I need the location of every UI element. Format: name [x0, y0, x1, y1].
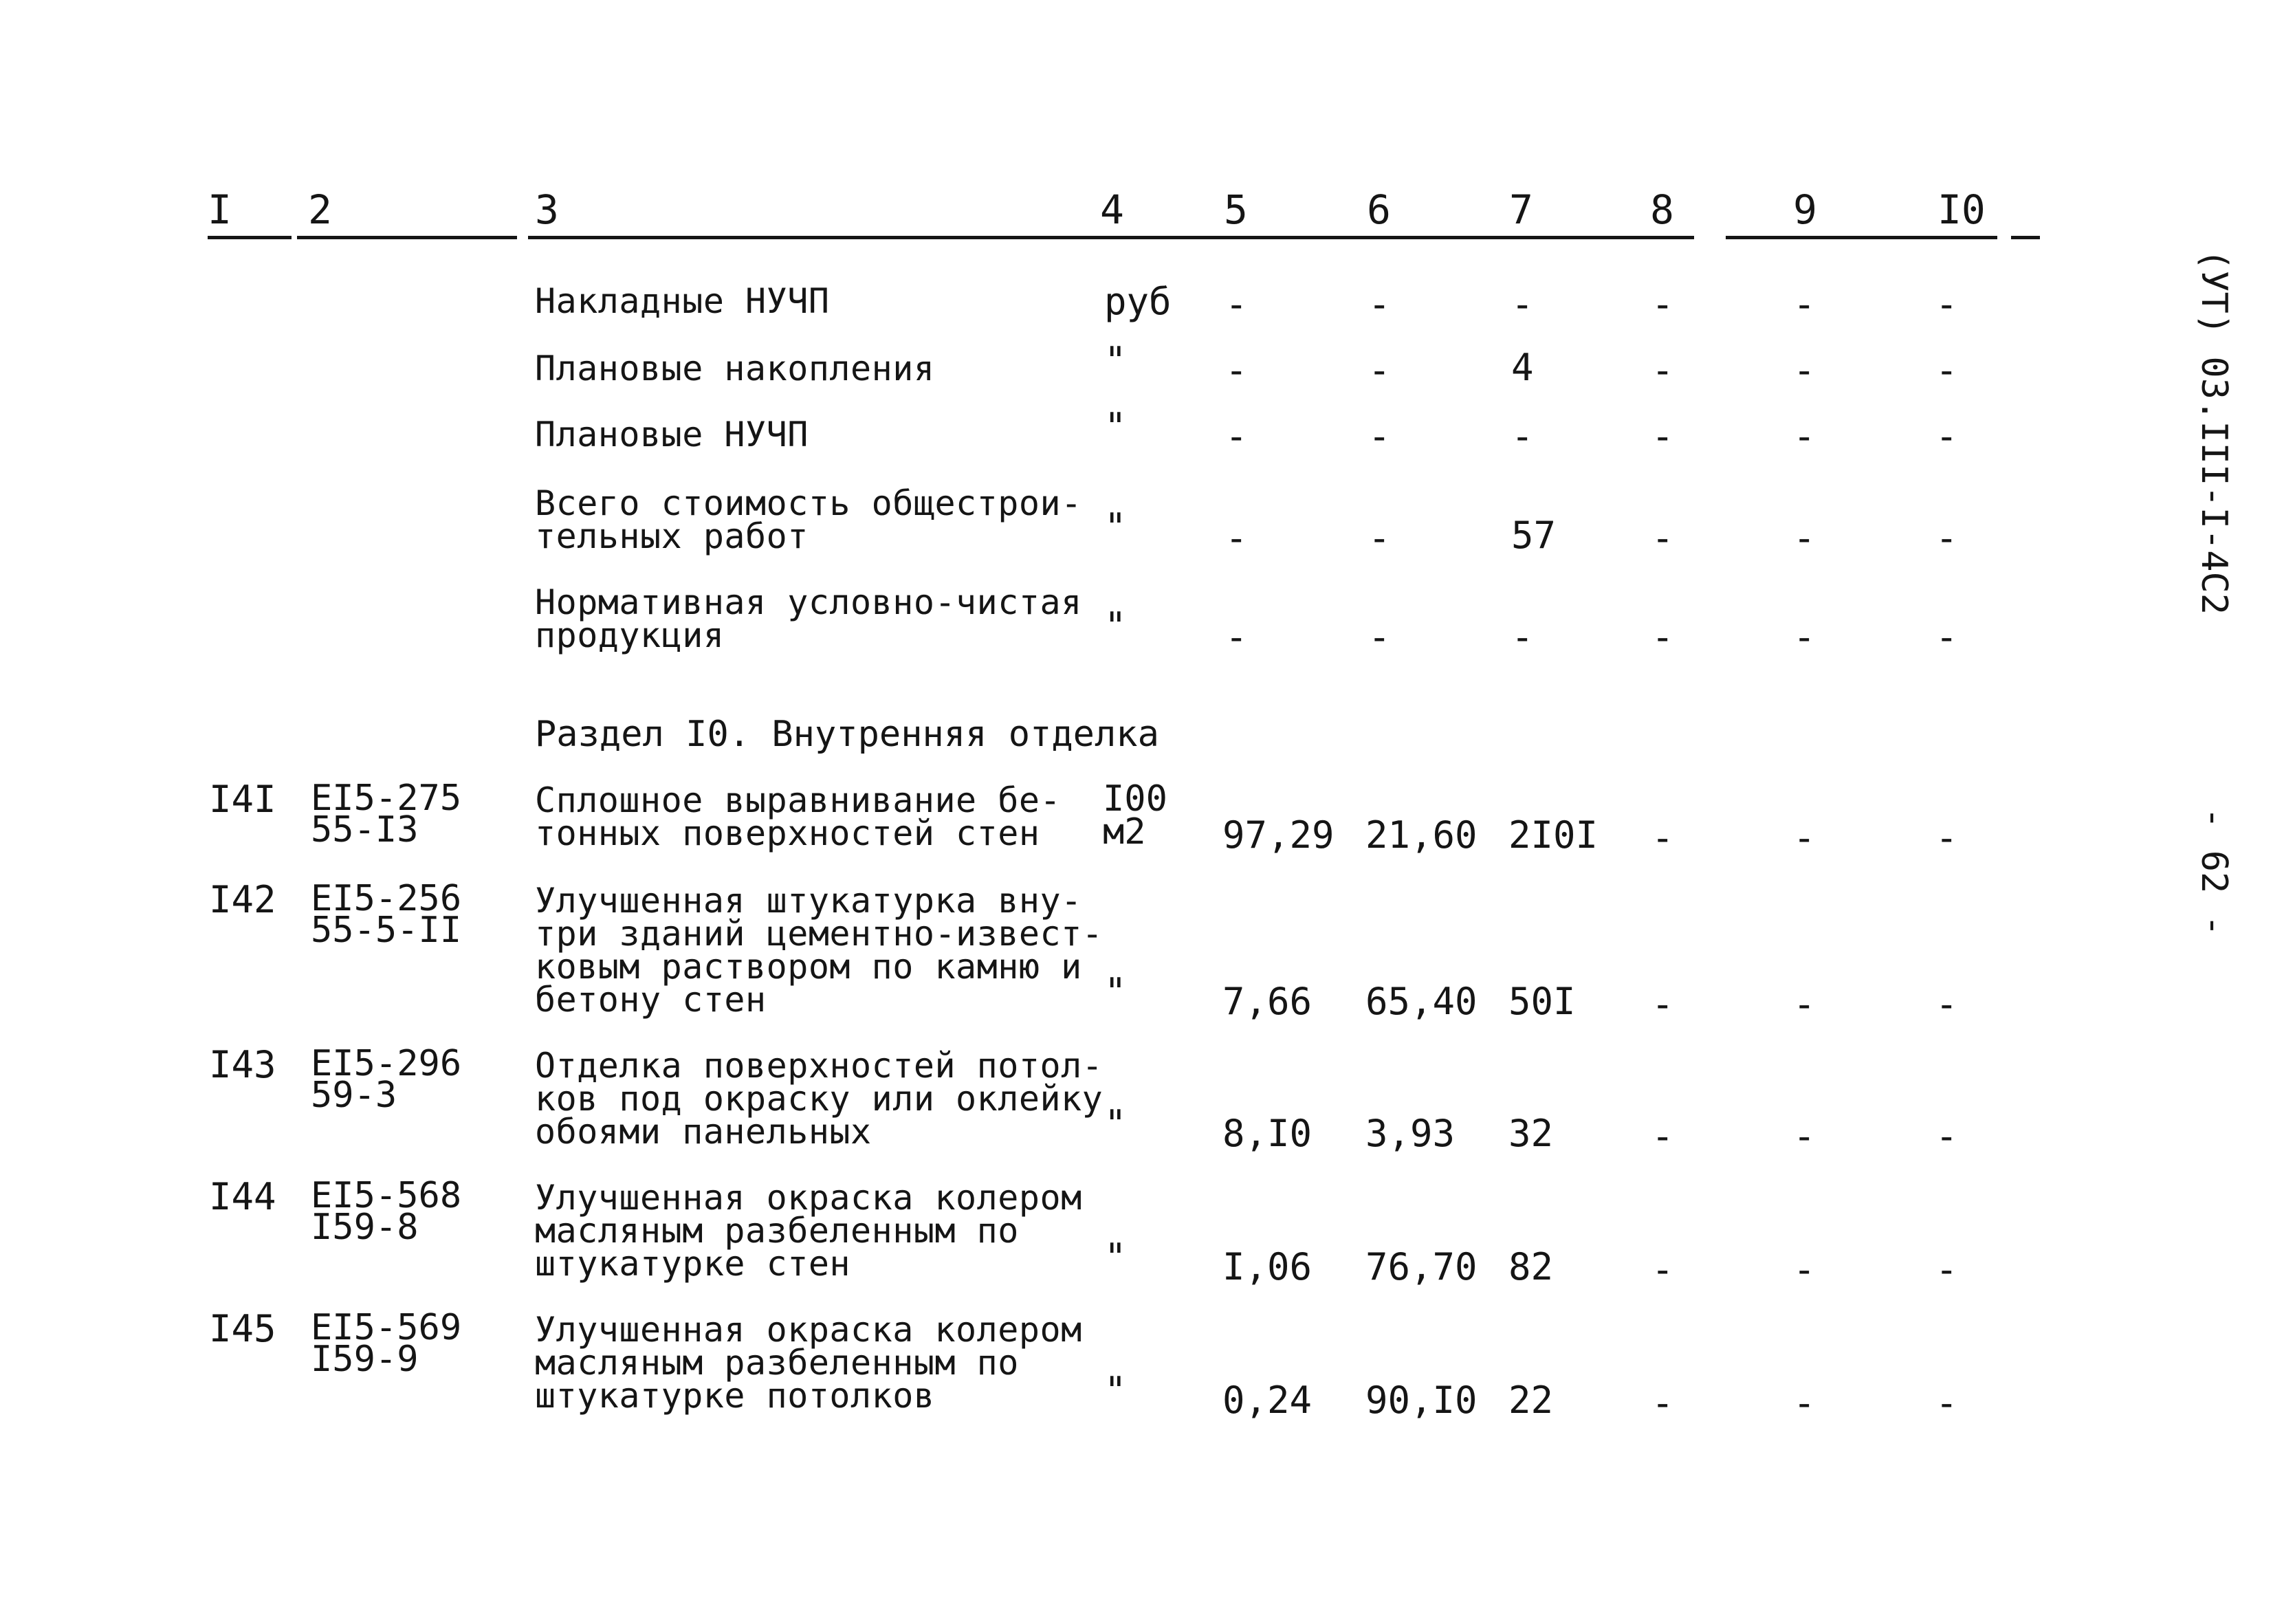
col-header-3: 3 [535, 186, 559, 233]
col5-value: - [1225, 415, 1248, 458]
col8-value: - [1651, 1381, 1674, 1425]
col10-value: - [1935, 1115, 1958, 1158]
col6-value: - [1368, 349, 1391, 392]
row-description: Сплошное выравнивание бе- тонных поверхностей стен [535, 780, 1062, 853]
header-underline [1726, 236, 1997, 239]
col6-value: 3,93 [1365, 1112, 1456, 1155]
row-description: Плановые НУЧП [535, 415, 809, 454]
col5-value: - [1225, 615, 1248, 659]
row-unit: I00 м2 [1103, 778, 1167, 853]
col8-value: - [1651, 816, 1674, 859]
col9-value: - [1793, 1381, 1816, 1425]
col9-value: - [1793, 349, 1816, 392]
col6-value: 65,40 [1365, 980, 1478, 1023]
page-number: - 62 - [2193, 807, 2234, 936]
row-code: EI5-569 I59-9 [311, 1307, 462, 1380]
row-unit: руб [1104, 280, 1172, 323]
col-header-4: 4 [1100, 186, 1124, 233]
col8-value: - [1651, 1248, 1674, 1291]
col5-value: 0,24 [1222, 1379, 1313, 1422]
col7-value: 2I0I [1508, 813, 1599, 857]
col10-value: - [1935, 983, 1958, 1026]
col8-value: - [1651, 615, 1674, 659]
col7-value: 32 [1508, 1112, 1554, 1155]
col9-value: - [1793, 983, 1816, 1026]
col-header-1: I [208, 186, 232, 233]
col5-value: 7,66 [1222, 980, 1313, 1023]
col6-value: 76,70 [1365, 1245, 1478, 1288]
col10-value: - [1935, 615, 1958, 659]
row-code: EI5-256 55-5-II [311, 878, 462, 951]
col6-value: - [1368, 615, 1391, 659]
col8-value: - [1651, 415, 1674, 458]
col5-value: 8,I0 [1222, 1112, 1313, 1155]
col-header-10: I0 [1937, 186, 1986, 233]
col7-value: 4 [1511, 346, 1534, 389]
row-description: Накладные НУЧП [535, 281, 830, 321]
row-unit: " [1104, 604, 1127, 648]
row-number: I44 [209, 1175, 276, 1218]
col9-value: - [1793, 615, 1816, 659]
col10-value: - [1935, 1248, 1958, 1291]
header-underline [208, 236, 292, 239]
row-unit: " [1104, 970, 1127, 1013]
col6-value: - [1368, 516, 1391, 560]
row-number: I42 [209, 878, 276, 921]
col-header-7: 7 [1509, 186, 1533, 233]
row-code: EI5-568 I59-8 [311, 1175, 462, 1248]
row-number: I4I [209, 778, 276, 821]
row-description: Улучшенная окраска колером масляным разбеленным по штукатурке стен [535, 1178, 1082, 1284]
col8-value: - [1651, 349, 1674, 392]
col-header-8: 8 [1650, 186, 1674, 233]
row-description: Улучшенная штукатурка вну- три зданий цементно-извест- ковым раствором по камню и бетону стен [535, 881, 1103, 1020]
row-description: Всего стоимость общестрои- тельных работ [535, 483, 1082, 556]
col5-value: - [1225, 349, 1248, 392]
row-description: Улучшенная окраска колером масляным разбеленным по штукатурке потолков [535, 1310, 1082, 1416]
col10-value: - [1935, 415, 1958, 458]
col10-value: - [1935, 1381, 1958, 1425]
header-underline [528, 236, 1694, 239]
col10-value: - [1935, 283, 1958, 326]
col5-value: I,06 [1222, 1245, 1313, 1288]
row-code: EI5-296 59-3 [311, 1043, 462, 1116]
section-title: Раздел I0. Внутренняя отделка [535, 714, 1159, 755]
row-unit: " [1104, 405, 1127, 448]
col10-value: - [1935, 816, 1958, 859]
row-description: Плановые накопления [535, 349, 935, 388]
col5-value: - [1225, 516, 1248, 560]
col7-value: - [1511, 415, 1534, 458]
col9-value: - [1793, 1248, 1816, 1291]
col6-value: 21,60 [1365, 813, 1478, 857]
col8-value: - [1651, 283, 1674, 326]
col6-value: - [1368, 283, 1391, 326]
col-header-6: 6 [1367, 186, 1391, 233]
row-unit: " [1104, 1102, 1127, 1145]
row-unit: " [1104, 505, 1127, 549]
col7-value: 50I [1508, 980, 1576, 1023]
col-header-5: 5 [1224, 186, 1248, 233]
row-unit: " [1104, 1236, 1127, 1279]
col7-value: 57 [1511, 514, 1557, 557]
row-unit: " [1104, 339, 1127, 382]
col7-value: 82 [1508, 1245, 1554, 1288]
col8-value: - [1651, 983, 1674, 1026]
col7-value: - [1511, 283, 1534, 326]
row-description: Нормативная условно-чистая продукция [535, 582, 1082, 655]
col7-value: 22 [1508, 1379, 1554, 1422]
row-unit: " [1104, 1369, 1127, 1412]
col6-value: 90,I0 [1365, 1379, 1478, 1422]
row-code: EI5-275 55-I3 [311, 778, 462, 851]
header-underline [297, 236, 517, 239]
col5-value: - [1225, 283, 1248, 326]
col-header-2: 2 [308, 186, 332, 233]
row-number: I43 [209, 1043, 276, 1086]
row-number: I45 [209, 1307, 276, 1350]
col10-value: - [1935, 349, 1958, 392]
col8-value: - [1651, 516, 1674, 560]
col9-value: - [1793, 1115, 1816, 1158]
col-header-9: 9 [1793, 186, 1817, 233]
document-code: (УТ) 03.III-I-4С2 [2193, 248, 2234, 615]
col7-value: - [1511, 615, 1534, 659]
col5-value: 97,29 [1222, 813, 1335, 857]
col10-value: - [1935, 516, 1958, 560]
col9-value: - [1793, 816, 1816, 859]
col9-value: - [1793, 415, 1816, 458]
col8-value: - [1651, 1115, 1674, 1158]
col6-value: - [1368, 415, 1391, 458]
header-underline [2011, 236, 2040, 239]
col9-value: - [1793, 516, 1816, 560]
row-description: Отделка поверхностей потол- ков под окраску или оклейку обоями панельных [535, 1046, 1103, 1152]
col9-value: - [1793, 283, 1816, 326]
